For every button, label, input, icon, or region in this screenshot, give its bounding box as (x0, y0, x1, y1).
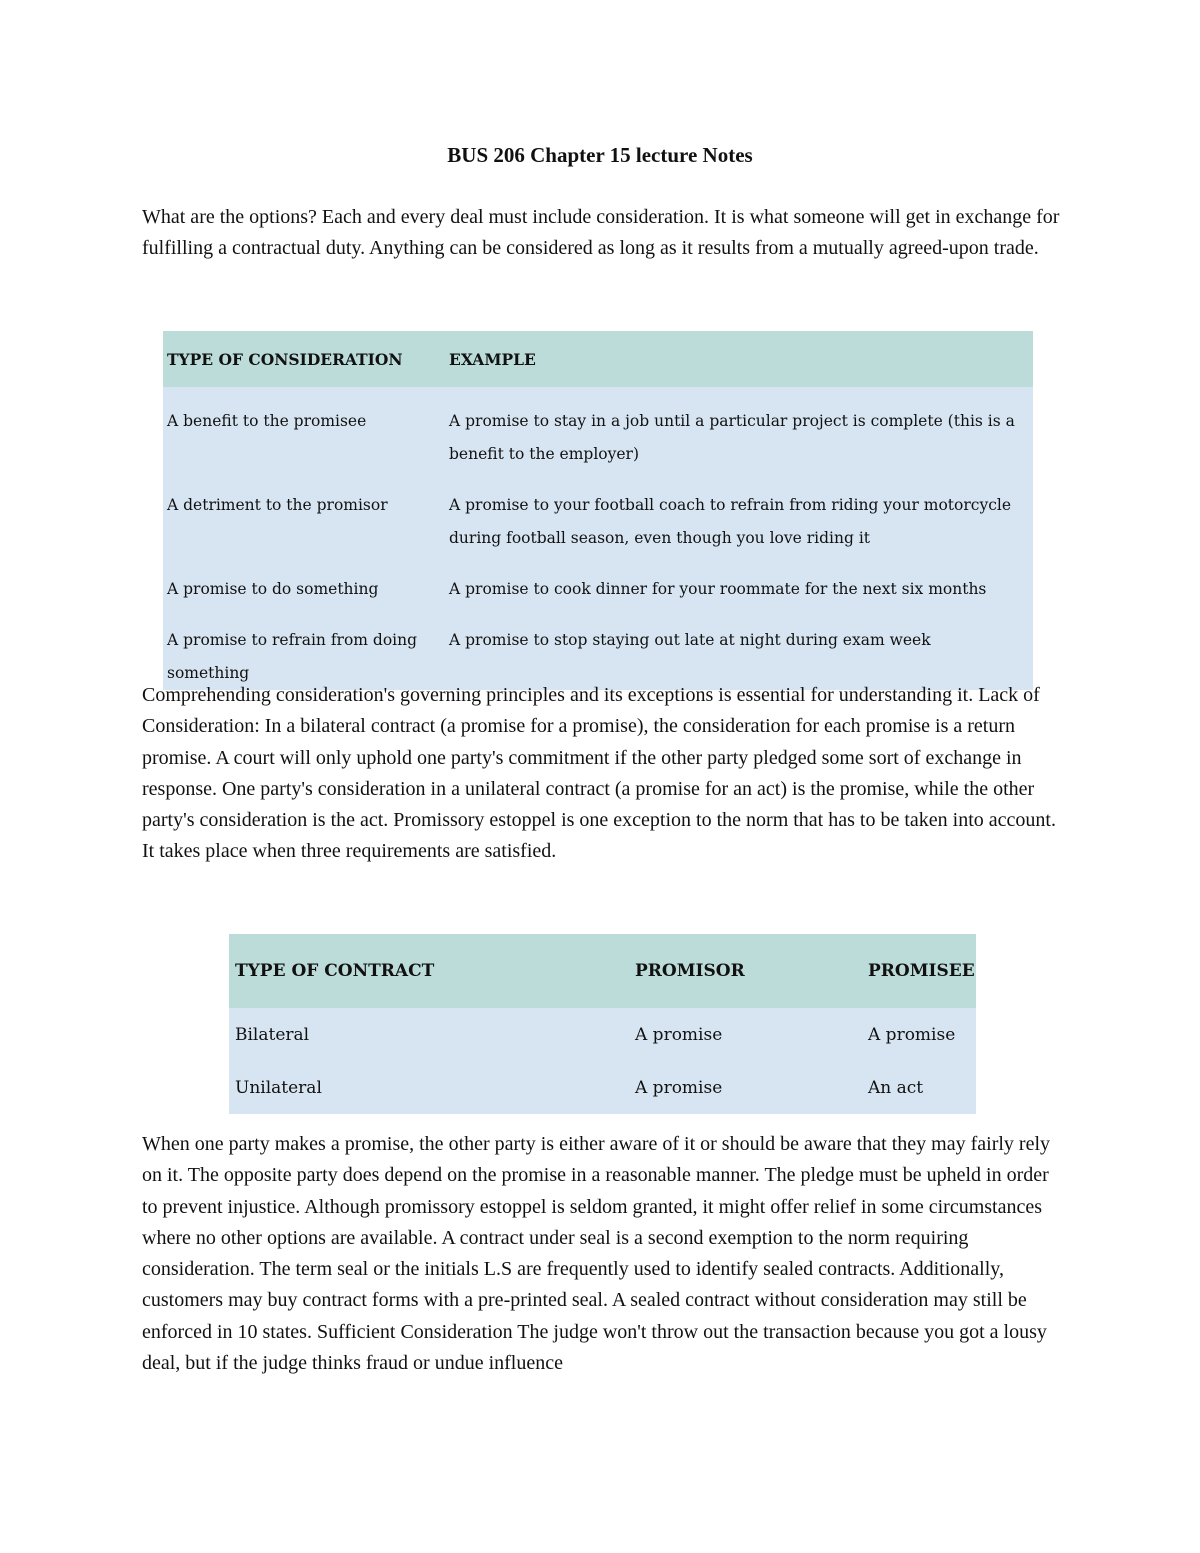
table-cell: A promise to do something (163, 573, 445, 606)
table-header-row (229, 934, 976, 1008)
table-row (229, 1008, 976, 1061)
table-cell: A promise to stay in a job until a particular project is complete (this is a benefit to the employer) (445, 405, 1033, 471)
table-spacer (163, 606, 445, 624)
table-spacer (445, 471, 1033, 489)
table-cell: A promise to your football coach to refrain from riding your motorcycle during football season, even though you love riding it (445, 489, 1033, 555)
document-title: BUS 206 Chapter 15 lecture Notes (447, 143, 753, 167)
table-spacer (163, 555, 445, 573)
table-cell: An act (862, 1061, 976, 1114)
header-promisee: PROMISEE (862, 934, 976, 1008)
table-row (229, 1061, 976, 1114)
table-cell: Unilateral (229, 1061, 629, 1114)
table-header-row (163, 331, 1033, 387)
table-row (163, 489, 1033, 555)
consideration-table (163, 331, 1033, 690)
paragraph-intro: What are the options? Each and every deal must include consideration. It is what someone will get in exchange for fulfilling a contractual duty. Anything can be considered as long as it results from a mutually agreed-upon trade. (142, 206, 1060, 260)
header-example: EXAMPLE (445, 331, 1033, 387)
table-cell: A promise (629, 1008, 862, 1061)
table-spacer (445, 555, 1033, 573)
table-spacer (163, 387, 445, 405)
contract-table (229, 934, 976, 1114)
table-cell: Bilateral (229, 1008, 629, 1061)
table-spacer (445, 606, 1033, 624)
table-cell: A promise to stop staying out late at night during exam week (445, 624, 1033, 690)
table-spacer (163, 471, 445, 489)
table-row (163, 573, 1033, 606)
table-cell: A promise to cook dinner for your roommate for the next six months (445, 573, 1033, 606)
table-cell: A promise (862, 1008, 976, 1061)
table-cell: A promise (629, 1061, 862, 1114)
header-type-of-consideration: TYPE OF CONSIDERATION (163, 331, 445, 387)
paragraph-consideration: Comprehending consideration's governing principles and its exceptions is essential for understanding it. Lack of Consideration: In a bilateral contract (a promise for a promise), the consideration for each promise is a return promise. A court will only uphold one party's commitment if the other party pledged some sort of exchange in response. One party's consideration in a unilateral contract (a promise for an act) is the promise, while the other party's consideration is the act. Promissory estoppel is one exception to the norm that has to be taken into account. It takes place when three requirements are satisfied. (142, 684, 1056, 863)
header-promisor: PROMISOR (629, 934, 862, 1008)
table-cell: A promise to refrain from doing something (163, 624, 445, 690)
paragraph-estoppel: When one party makes a promise, the other party is either aware of it or should be aware that they may fairly rely on it. The opposite party does depend on the promise in a reasonable manner. The pledge must be upheld in order to prevent injustice. Although promissory estoppel is seldom granted, it might offer relief in some circumstances where no other options are available. A contract under seal is a second exemption to the norm requiring consideration. The term seal or the initials L.S are frequently used to identify sealed contracts. Additionally, customers may buy contract forms with a pre-printed seal. A sealed contract without consideration may still be enforced in 10 states. Sufficient Consideration The judge won't throw out the transaction because you got a lousy deal, but if the judge thinks fraud or undue influence (142, 1133, 1050, 1375)
table-cell: A detriment to the promisor (163, 489, 445, 555)
table-row (163, 405, 1033, 471)
table-spacer (445, 387, 1033, 405)
header-type-of-contract: TYPE OF CONTRACT (229, 934, 629, 1008)
table-cell: A benefit to the promisee (163, 405, 445, 471)
